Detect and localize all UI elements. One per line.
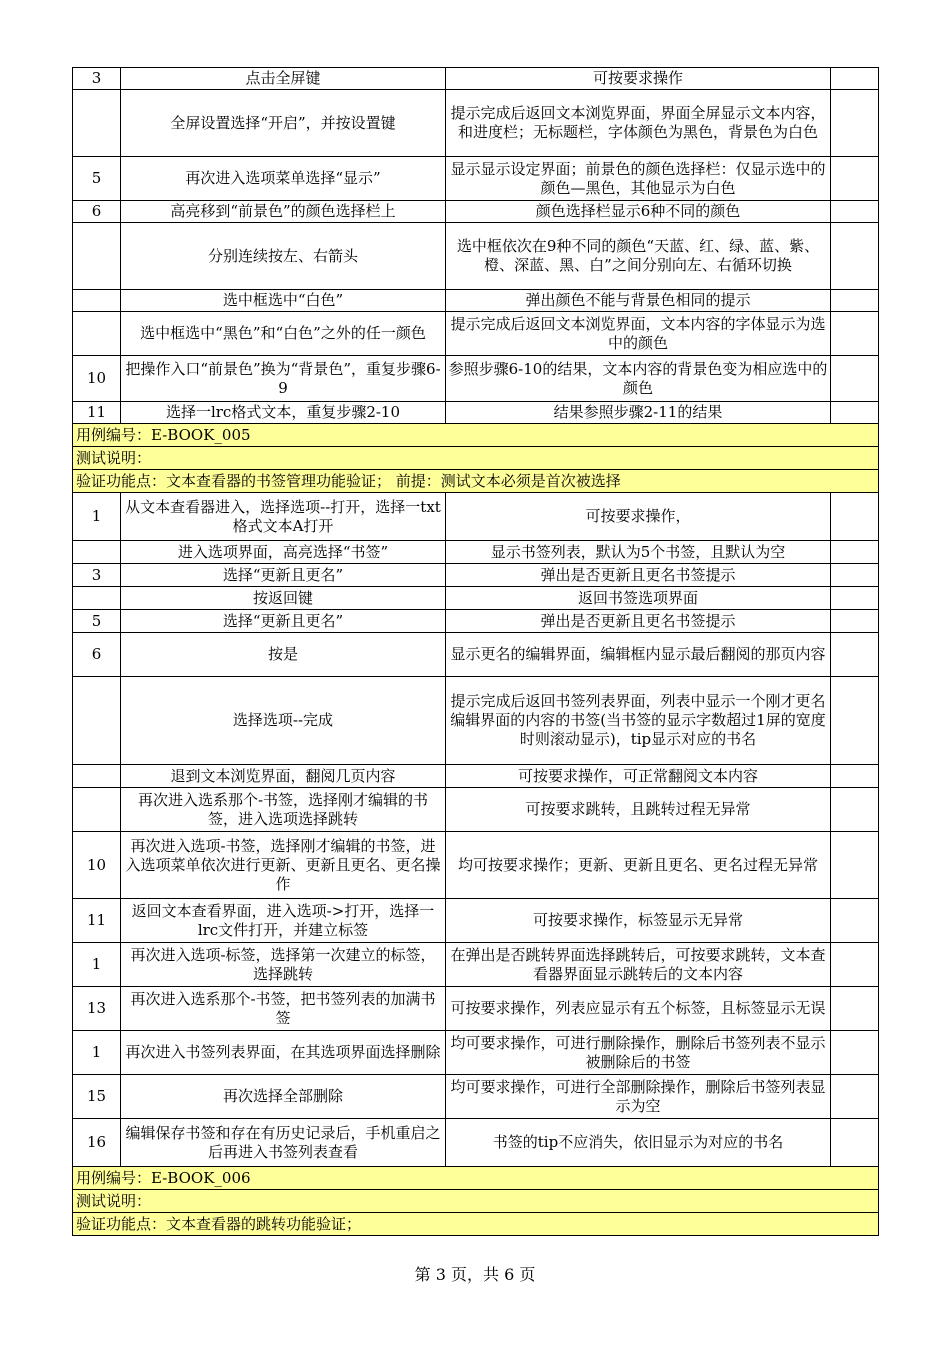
table-row [73,788,879,832]
step-number-cell [73,312,121,356]
operation-cell: 再次进入选项-书签，选择刚才编辑的书签，进入选项菜单依次进行更新、更新且更名、更名操作 [121,832,446,899]
remark-cell [831,90,879,157]
expected-result-cell: 可按要求操作 [446,68,831,90]
expected-result-cell: 提示完成后返回书签列表界面，列表中显示一个刚才更名编辑界面的内容的书签(当书签的显示字数超过1屏的宽度时则滚动显示)，tip显示对应的书名 [446,677,831,765]
remark-cell [831,564,879,587]
expected-result-cell: 可按要求操作， [446,493,831,541]
section-text: 验证功能点：文本查看器的跳转功能验证； [73,1213,879,1236]
remark-cell [831,1075,879,1119]
table-row [73,633,879,677]
remark-cell [831,765,879,788]
step-number-cell [73,290,121,312]
test-case-table-body [73,68,879,1236]
operation-cell: 高亮移到“前景色”的颜色选择栏上 [121,201,446,223]
table-row [73,68,879,90]
remark-cell [831,899,879,943]
expected-result-cell: 可按要求操作，可正常翻阅文本内容 [446,765,831,788]
table-row [73,564,879,587]
remark-cell [831,987,879,1031]
expected-result-cell: 颜色选择栏显示6种不同的颜色 [446,201,831,223]
operation-cell: 从文本查看器进入，选择选项--打开，选择一txt格式文本A打开 [121,493,446,541]
operation-cell: 选择“更新且更名” [121,610,446,633]
operation-cell: 再次进入选项-标签，选择第一次建立的标签，选择跳转 [121,943,446,987]
operation-cell: 退到文本浏览界面，翻阅几页内容 [121,765,446,788]
table-row [73,493,879,541]
remark-cell [831,312,879,356]
table-row [73,201,879,223]
operation-cell: 选中框选中“白色” [121,290,446,312]
section-row [73,424,879,447]
expected-result-cell: 返回书签选项界面 [446,587,831,610]
remark-cell [831,356,879,402]
step-number-cell: 10 [73,832,121,899]
section-text: 验证功能点：文本查看器的书签管理功能验证； 前提：测试文本必须是首次被选择 [73,470,879,493]
section-row [73,1167,879,1190]
remark-cell [831,788,879,832]
table-row [73,1119,879,1167]
expected-result-cell: 选中框依次在9种不同的颜色“天蓝、红、绿、蓝、紫、橙、深蓝、黑、白”之间分别向左、右循环切换 [446,223,831,290]
operation-cell: 把操作入口“前景色”换为“背景色”，重复步骤6-9 [121,356,446,402]
remark-cell [831,290,879,312]
step-number-cell: 6 [73,633,121,677]
section-row [73,447,879,470]
remark-cell [831,68,879,90]
section-text: 用例编号：E-BOOK_005 [73,424,879,447]
expected-result-cell: 弹出是否更新且更名书签提示 [446,610,831,633]
expected-result-cell: 提示完成后返回文本浏览界面，界面全屏显示文本内容，和进度栏；无标题栏，字体颜色为黑色，背景色为白色 [446,90,831,157]
expected-result-cell: 显示书签列表，默认为5个书签，且默认为空 [446,541,831,564]
remark-cell [831,1119,879,1167]
remark-cell [831,201,879,223]
expected-result-cell: 均可按要求操作；更新、更新且更名、更名过程无异常 [446,832,831,899]
step-number-cell [73,765,121,788]
section-row [73,1213,879,1236]
remark-cell [831,223,879,290]
step-number-cell: 6 [73,201,121,223]
remark-cell [831,610,879,633]
operation-cell: 选择“更新且更名” [121,564,446,587]
step-number-cell: 1 [73,493,121,541]
step-number-cell: 3 [73,68,121,90]
operation-cell: 再次进入选系那个-书签，选择刚才编辑的书签，进入选项选择跳转 [121,788,446,832]
table-row [73,290,879,312]
operation-cell: 按返回键 [121,587,446,610]
expected-result-cell: 可按要求跳转，且跳转过程无异常 [446,788,831,832]
operation-cell: 全屏设置选择“开启”，并按设置键 [121,90,446,157]
remark-cell [831,677,879,765]
operation-cell: 再次进入选项菜单选择“显示” [121,157,446,201]
operation-cell: 返回文本查看界面，进入选项->打开，选择一lrc文件打开，并建立标签 [121,899,446,943]
section-text: 用例编号：E-BOOK_006 [73,1167,879,1190]
remark-cell [831,943,879,987]
step-number-cell: 13 [73,987,121,1031]
expected-result-cell: 显示更名的编辑界面，编辑框内显示最后翻阅的那页内容 [446,633,831,677]
table-row [73,987,879,1031]
step-number-cell: 1 [73,943,121,987]
test-case-table [72,67,879,1236]
step-number-cell: 3 [73,564,121,587]
expected-result-cell: 均可要求操作，可进行删除操作，删除后书签列表不显示被删除后的书签 [446,1031,831,1075]
operation-cell: 编辑保存书签和存在有历史记录后，手机重启之后再进入书签列表查看 [121,1119,446,1167]
step-number-cell [73,90,121,157]
step-number-cell [73,541,121,564]
section-text: 测试说明： [73,1190,879,1213]
expected-result-cell: 可按要求操作，标签显示无异常 [446,899,831,943]
expected-result-cell: 弹出颜色不能与背景色相同的提示 [446,290,831,312]
expected-result-cell: 在弹出是否跳转界面选择跳转后，可按要求跳转，文本查看器界面显示跳转后的文本内容 [446,943,831,987]
step-number-cell: 16 [73,1119,121,1167]
step-number-cell: 1 [73,1031,121,1075]
step-number-cell [73,788,121,832]
table-row [73,899,879,943]
operation-cell: 按是 [121,633,446,677]
operation-cell: 再次进入书签列表界面，在其选项界面选择删除 [121,1031,446,1075]
step-number-cell: 15 [73,1075,121,1119]
expected-result-cell: 均可要求操作，可进行全部删除操作，删除后书签列表显示为空 [446,1075,831,1119]
step-number-cell: 11 [73,402,121,424]
table-row [73,356,879,402]
page-footer: 第 3 页，共 6 页 [414,1265,536,1284]
operation-cell: 分别连续按左、右箭头 [121,223,446,290]
remark-cell [831,1031,879,1075]
step-number-cell [73,223,121,290]
step-number-cell: 10 [73,356,121,402]
remark-cell [831,493,879,541]
expected-result-cell: 提示完成后返回文本浏览界面，文本内容的字体显示为选中的颜色 [446,312,831,356]
section-row [73,1190,879,1213]
expected-result-cell: 显示显示设定界面；前景色的颜色选择栏：仅显示选中的颜色—黑色，其他显示为白色 [446,157,831,201]
table-row [73,943,879,987]
table-row [73,312,879,356]
remark-cell [831,587,879,610]
table-row [73,90,879,157]
remark-cell [831,157,879,201]
table-row [73,402,879,424]
table-row [73,223,879,290]
table-row [73,157,879,201]
operation-cell: 再次选择全部删除 [121,1075,446,1119]
operation-cell: 再次进入选系那个-书签，把书签列表的加满书签 [121,987,446,1031]
step-number-cell [73,587,121,610]
section-row [73,470,879,493]
table-row [73,1075,879,1119]
operation-cell: 选择选项--完成 [121,677,446,765]
table-row [73,610,879,633]
operation-cell: 选中框选中“黑色”和“白色”之外的任一颜色 [121,312,446,356]
step-number-cell: 11 [73,899,121,943]
expected-result-cell: 书签的tip不应消失，依旧显示为对应的书名 [446,1119,831,1167]
table-row [73,677,879,765]
operation-cell: 进入选项界面，高亮选择“书签” [121,541,446,564]
section-text: 测试说明： [73,447,879,470]
remark-cell [831,541,879,564]
step-number-cell [73,677,121,765]
expected-result-cell: 弹出是否更新且更名书签提示 [446,564,831,587]
table-row [73,765,879,788]
table-row [73,541,879,564]
expected-result-cell: 参照步骤6-10的结果，文本内容的背景色变为相应选中的颜色 [446,356,831,402]
table-row [73,1031,879,1075]
operation-cell: 选择一lrc格式文本，重复步骤2-10 [121,402,446,424]
expected-result-cell: 结果参照步骤2-11的结果 [446,402,831,424]
table-row [73,587,879,610]
remark-cell [831,633,879,677]
step-number-cell: 5 [73,610,121,633]
table-row [73,832,879,899]
remark-cell [831,402,879,424]
operation-cell: 点击全屏键 [121,68,446,90]
step-number-cell: 5 [73,157,121,201]
remark-cell [831,832,879,899]
expected-result-cell: 可按要求操作，列表应显示有五个标签，且标签显示无误 [446,987,831,1031]
